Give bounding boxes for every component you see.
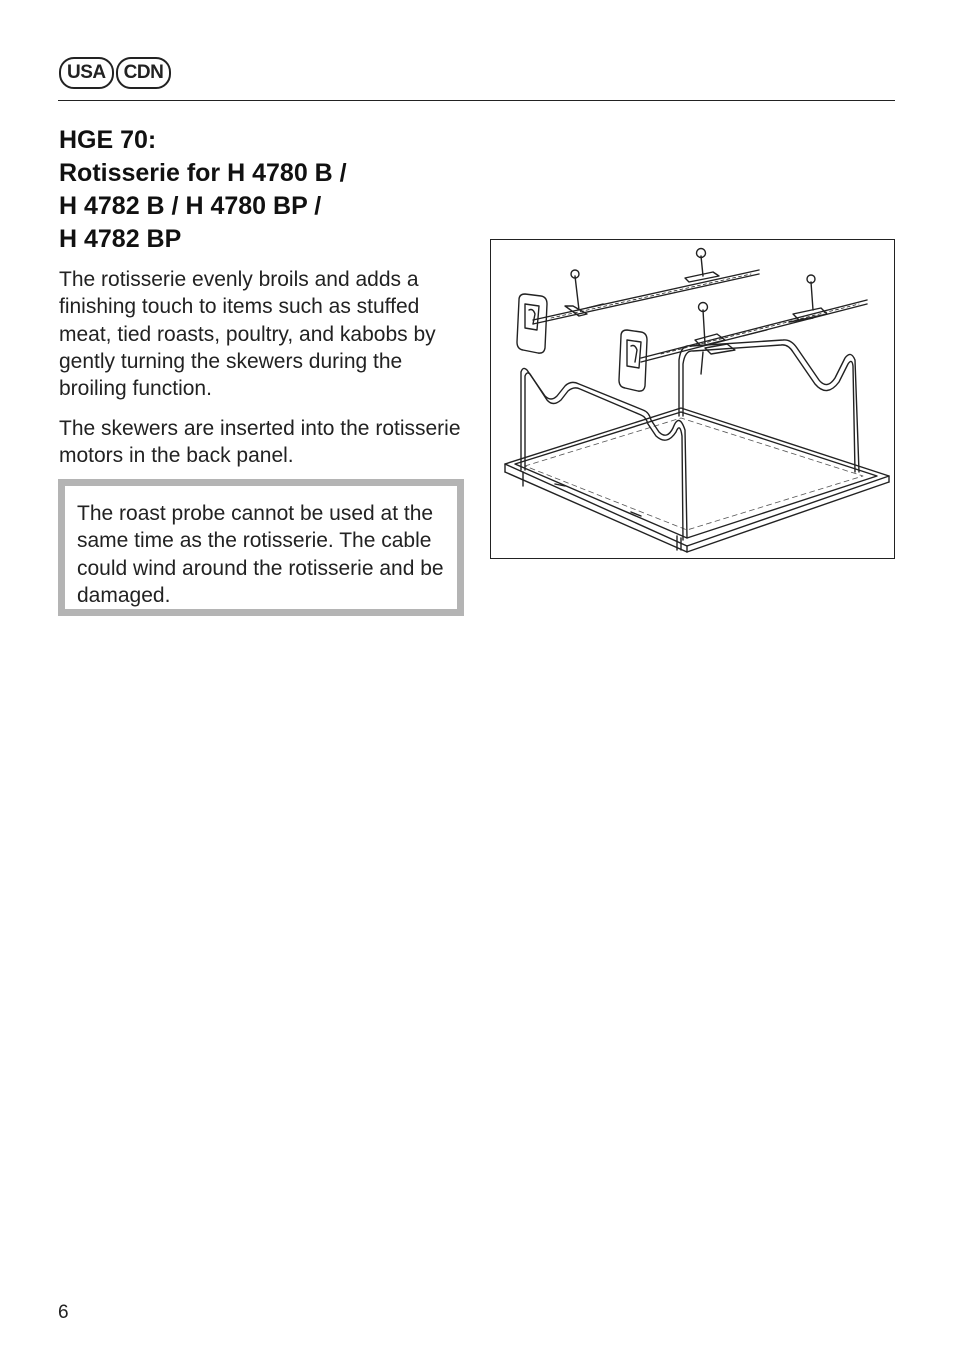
skewer-paragraph: The skewers are inserted into the rotisserie motors in the back panel. xyxy=(59,417,461,468)
region-badges xyxy=(59,57,171,87)
warning-text: The roast probe cannot be used at the same time as the rotisserie. The cable could wind around the rotisserie and be damaged. xyxy=(77,502,444,607)
tray-frame xyxy=(505,408,889,552)
header-rule xyxy=(58,100,895,101)
title-line: H 4782 B / H 4780 BP / xyxy=(59,192,322,220)
title-line: HGE 70: xyxy=(59,126,157,154)
rotisserie-drawing xyxy=(491,240,893,557)
title-line: Rotisserie for H 4780 B / xyxy=(59,159,347,187)
intro-paragraph: The rotisserie evenly broils and adds a finishing touch to items such as stuffed meat, tied roasts, poultry, and kabobs by gently turning the skewers during the broiling function. xyxy=(59,268,436,401)
rotisserie-illustration xyxy=(490,239,895,559)
back-support xyxy=(679,340,859,472)
region-badge-usa: USA xyxy=(59,57,114,89)
page-number: 6 xyxy=(58,1302,69,1323)
region-badge-cdn: CDN xyxy=(116,57,172,89)
section-title xyxy=(59,124,479,256)
warning-box xyxy=(58,479,464,616)
title-line: H 4782 BP xyxy=(59,225,182,253)
